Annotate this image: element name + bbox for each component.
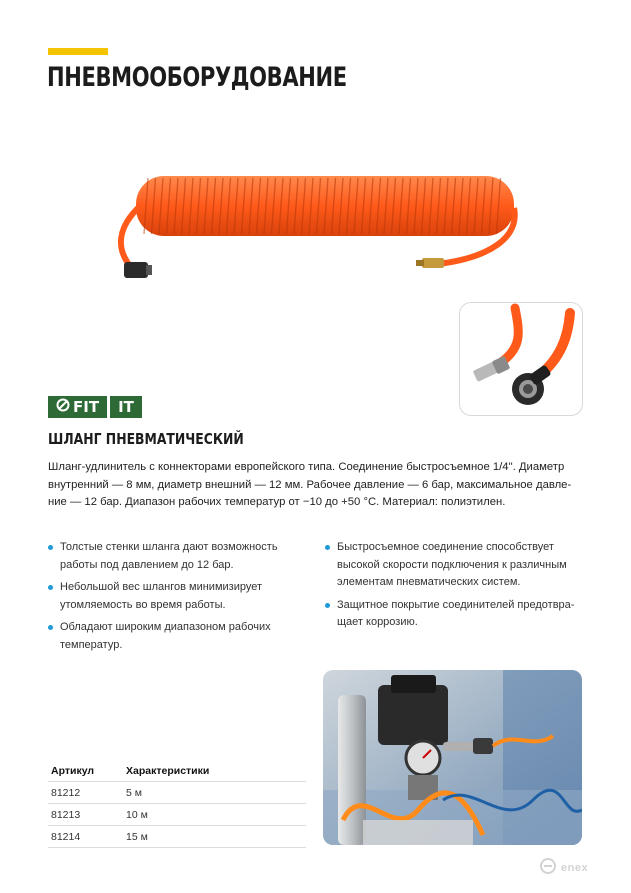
connector-detail-image (459, 302, 583, 416)
table-header-article: Артикул (48, 760, 123, 782)
brand-sub-text: IT (118, 398, 134, 416)
enex-logo-icon (540, 858, 556, 877)
list-item: Небольшой вес шлангов минимизирует утомляемость во время работы. (48, 579, 308, 614)
footer-logo (540, 858, 588, 877)
feature-list-right (325, 539, 585, 637)
list-item: Толстые стенки шланга дают возможность работы под давлением до 12 бар. (48, 539, 308, 574)
brand-logo-it (110, 396, 142, 418)
table-cell-article: 81213 (48, 804, 123, 826)
coiled-hose-image (108, 168, 523, 283)
title-accent-bar (48, 48, 108, 55)
table-row (48, 804, 306, 826)
brand-logo (48, 396, 142, 418)
table-header-characteristics: Характеристики (123, 760, 306, 782)
list-item: Защитное покрытие соединителей предотвра-щает коррозию. (325, 597, 585, 632)
table-cell-characteristics: 5 м (123, 782, 306, 804)
table-cell-article: 81214 (48, 826, 123, 848)
table-cell-characteristics: 10 м (123, 804, 306, 826)
feature-list-left (48, 539, 308, 659)
wrench-icon (56, 396, 70, 418)
page-title: ПНЕВМООБОРУДОВАНИЕ (47, 62, 347, 93)
table-row (48, 782, 306, 804)
table-header-row (48, 760, 306, 782)
list-item: Быстросъемное соединение способствует высокой скорости подключения к различным элементам пневматических систем. (325, 539, 585, 592)
compressor-photo (323, 670, 582, 845)
product-description: Шланг-удлинитель с коннекторами европейского типа. Соединение быстросъемное 1/4". Диаметр внутренний — 8 мм, диаметр внешний — 12 мм. Рабочее давление — 6 бар, максимальное давле-ние — 12 бар. Диапазон рабочих температур от −10 до +50 °С. Материал: полиэтилен. (48, 461, 572, 508)
table-row (48, 826, 306, 848)
table-cell-characteristics: 15 м (123, 826, 306, 848)
list-item: Обладают широким диапазоном рабочих температур. (48, 619, 308, 654)
product-title: ШЛАНГ ПНЕВМАТИЧЕСКИЙ (48, 430, 244, 448)
footer-logo-text: enex (561, 861, 589, 874)
brand-logo-fit (48, 396, 107, 418)
spec-table (48, 760, 306, 848)
table-cell-article: 81212 (48, 782, 123, 804)
brand-logo-text: FIT (73, 398, 100, 416)
